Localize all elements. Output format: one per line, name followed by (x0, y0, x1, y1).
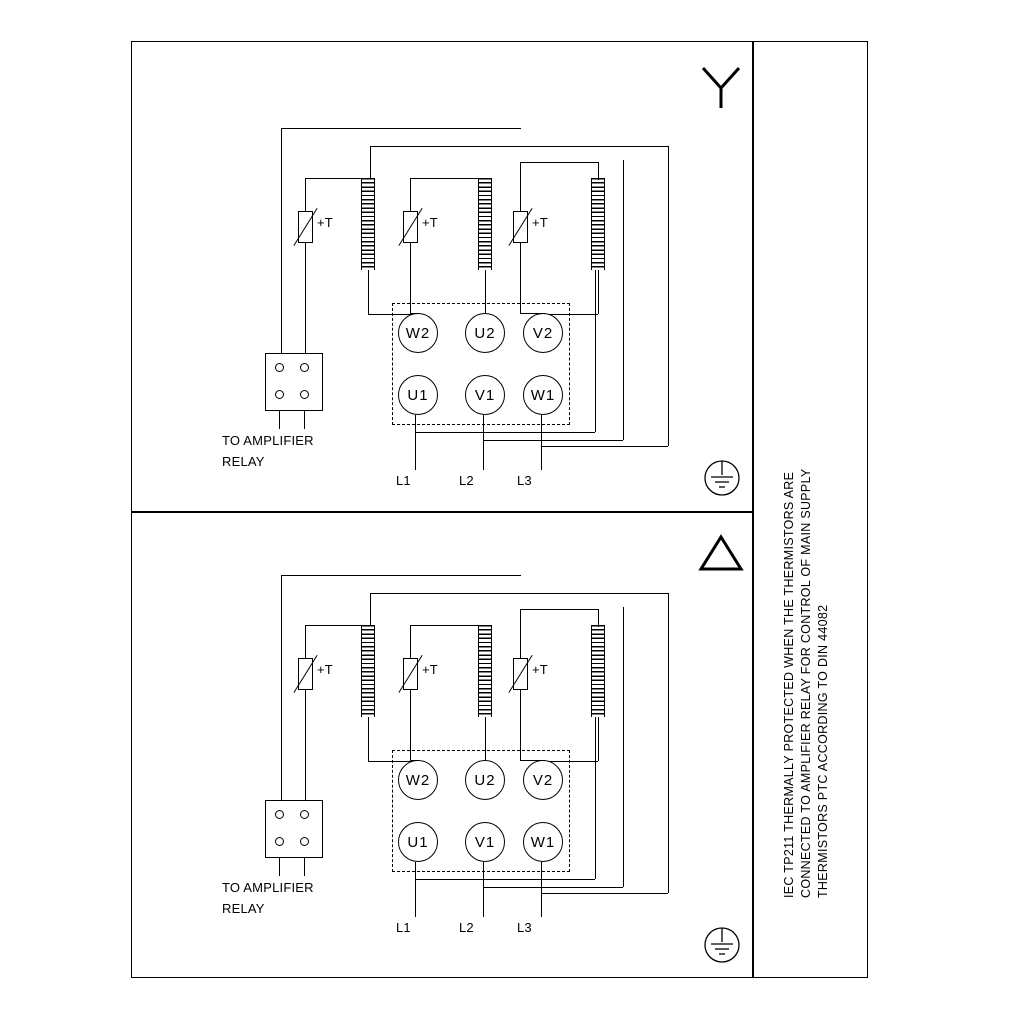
thermistor-wire-v-f-delta (598, 609, 599, 627)
supply-link-a-delta (415, 879, 595, 880)
thermistor-wire-right-delta (668, 593, 669, 893)
supply-return-a (595, 270, 596, 432)
connector-pin-3 (275, 390, 284, 399)
thermistor-wire-right (668, 146, 669, 446)
delta-connection-icon (697, 533, 745, 573)
side-note-line-1: IEC TP211 THERMALLY PROTECTED WHEN THE THERMISTORS ARE (782, 471, 796, 898)
thermistor-wire-link-1-delta (305, 625, 370, 626)
supply-return-b (623, 160, 624, 440)
frame-divider-horizontal (131, 511, 753, 513)
supply-l3-wire-delta (541, 862, 542, 917)
connector-pin-2-delta (300, 810, 309, 819)
supply-l2-wire (483, 415, 484, 470)
thermistor-wire-link-3 (520, 162, 598, 163)
connector-lead-2 (304, 411, 305, 429)
winding-coil-1-delta (361, 625, 375, 717)
thermistor-wire-v-e (520, 162, 521, 212)
thermistor-wire-v-b (370, 146, 371, 178)
frame-divider-vertical (752, 41, 754, 978)
connector-pin-3-delta (275, 837, 284, 846)
thermistor-wire-v-e-delta (520, 609, 521, 659)
amplifier-note-line-2-delta: RELAY (222, 901, 265, 916)
amplifier-connector-block-delta (265, 800, 323, 858)
supply-l1-wire (415, 415, 416, 470)
connector-lead-1-delta (279, 858, 280, 876)
coil-1-lead-down-delta (368, 717, 369, 761)
supply-return-a-delta (595, 717, 596, 879)
thermistor-lead-1-down-delta (305, 690, 306, 805)
connector-lead-1 (279, 411, 280, 429)
terminal-w1-delta: W1 (523, 822, 563, 862)
connector-pin-2 (300, 363, 309, 372)
thermistor-3-label: +T (532, 215, 548, 230)
supply-label-l2: L2 (459, 473, 474, 488)
thermistor-lead-1-down (305, 243, 306, 358)
supply-label-l1-delta: L1 (396, 920, 411, 935)
amplifier-note-line-1-delta: TO AMPLIFIER (222, 880, 314, 895)
thermistor-wire-top-2-delta (370, 593, 668, 594)
terminal-u2: U2 (465, 313, 505, 353)
terminal-v1: V1 (465, 375, 505, 415)
terminal-u2-delta: U2 (465, 760, 505, 800)
connector-pin-1-delta (275, 810, 284, 819)
thermistor-wire-v-b-delta (370, 593, 371, 625)
thermistor-wire-link-2 (410, 178, 480, 179)
supply-link-a (415, 432, 595, 433)
thermistor-wire-link-1 (305, 178, 370, 179)
terminal-v1-delta: V1 (465, 822, 505, 862)
coil-1-lead-down (368, 270, 369, 314)
side-note-line-2: CONNECTED TO AMPLIFIER RELAY FOR CONTROL OF MAIN SUPPLY (799, 468, 813, 898)
winding-coil-3 (591, 178, 605, 270)
supply-link-b-delta (483, 887, 623, 888)
supply-label-l2-delta: L2 (459, 920, 474, 935)
winding-coil-1 (361, 178, 375, 270)
coil-3-lead-down-delta (598, 717, 599, 761)
supply-label-l3: L3 (517, 473, 532, 488)
terminal-u1-delta: U1 (398, 822, 438, 862)
thermistor-3-delta-label: +T (532, 662, 548, 677)
thermistor-wire-v-left-delta (281, 575, 282, 805)
thermistor-wire-top-2 (370, 146, 668, 147)
supply-label-l3-delta: L3 (517, 920, 532, 935)
thermistor-wire-v-a (305, 178, 306, 212)
terminal-w2: W2 (398, 313, 438, 353)
supply-link-c (541, 446, 668, 447)
terminal-v2-delta: V2 (523, 760, 563, 800)
connector-lead-2-delta (304, 858, 305, 876)
supply-link-c-delta (541, 893, 668, 894)
thermistor-1-delta-label: +T (317, 662, 333, 677)
supply-link-b (483, 440, 623, 441)
supply-l3-wire (541, 415, 542, 470)
terminal-w1: W1 (523, 375, 563, 415)
connector-pin-1 (275, 363, 284, 372)
thermistor-wire-top-1-delta (281, 575, 521, 576)
coil-3-lead-down (598, 270, 599, 314)
thermistor-wire-link-3-delta (520, 609, 598, 610)
terminal-u1: U1 (398, 375, 438, 415)
thermistor-wire-v-left (281, 128, 282, 358)
supply-l2-wire-delta (483, 862, 484, 917)
earth-ground-icon (700, 458, 744, 498)
thermistor-1-label: +T (317, 215, 333, 230)
thermistor-wire-v-c-delta (410, 625, 411, 659)
amplifier-note-line-1: TO AMPLIFIER (222, 433, 314, 448)
amplifier-note-line-2: RELAY (222, 454, 265, 469)
thermistor-wire-v-a-delta (305, 625, 306, 659)
thermistor-wire-v-c (410, 178, 411, 212)
terminal-w2-delta: W2 (398, 760, 438, 800)
connector-pin-4-delta (300, 837, 309, 846)
thermistor-wire-link-2-delta (410, 625, 480, 626)
thermistor-wire-top-1 (281, 128, 521, 129)
thermistor-wire-v-f (598, 162, 599, 180)
star-connection-icon (697, 62, 745, 110)
earth-ground-icon-2 (700, 925, 744, 965)
winding-coil-2 (478, 178, 492, 270)
connector-pin-4 (300, 390, 309, 399)
thermistor-2-label: +T (422, 215, 438, 230)
winding-coil-3-delta (591, 625, 605, 717)
thermistor-2-delta-label: +T (422, 662, 438, 677)
winding-coil-2-delta (478, 625, 492, 717)
terminal-v2: V2 (523, 313, 563, 353)
supply-l1-wire-delta (415, 862, 416, 917)
side-note-line-3: THERMISTORS PTC ACCORDING TO DIN 44082 (816, 604, 830, 898)
supply-label-l1: L1 (396, 473, 411, 488)
amplifier-connector-block (265, 353, 323, 411)
supply-return-b-delta (623, 607, 624, 887)
